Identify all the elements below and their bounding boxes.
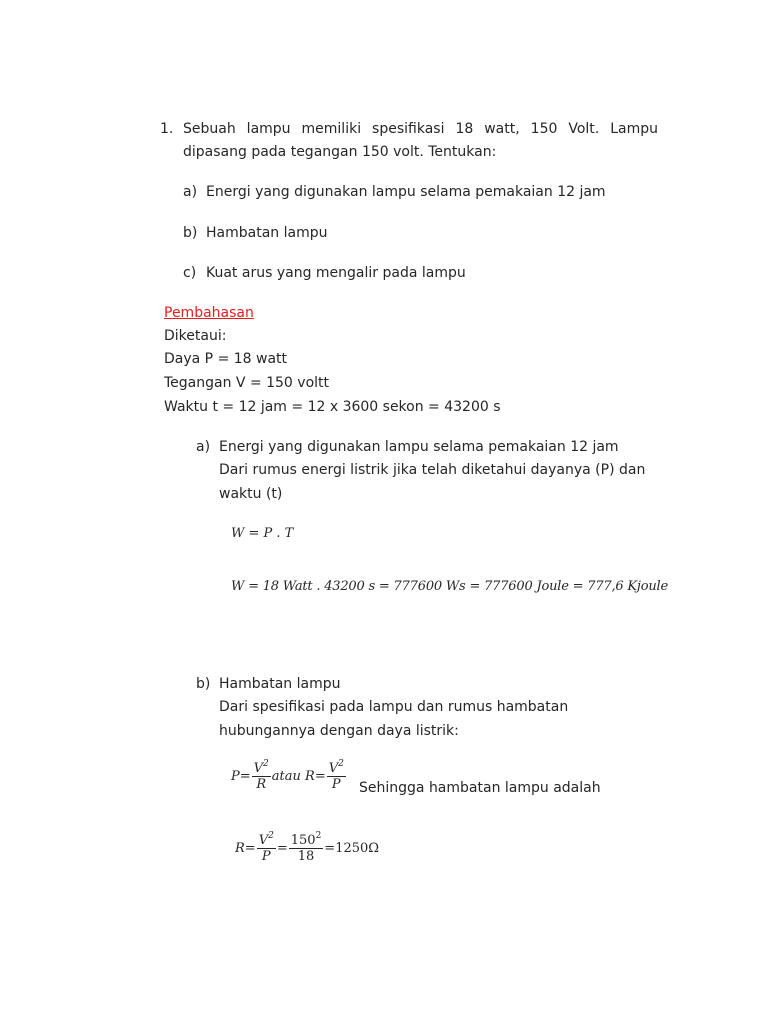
fraction-denominator: R: [256, 777, 267, 792]
question-part-c-marker: c): [183, 265, 197, 281]
formula-p-symbol: P: [231, 769, 240, 784]
formula-note: Sehingga hambatan lampu adalah: [359, 780, 601, 796]
fraction-v2-over-r: [252, 761, 271, 792]
part-a-marker: a): [196, 439, 211, 455]
part-b-title: Hambatan lampu: [219, 676, 341, 692]
resistance-result: 1250: [335, 841, 369, 856]
question-part-b-marker: b): [183, 225, 198, 241]
question-line-2: dipasang pada tegangan 150 volt. Tentukan:: [183, 144, 497, 160]
formula-r-symbol: R: [235, 841, 245, 856]
question-part-c-text: Kuat arus yang mengalir pada lampu: [206, 265, 466, 281]
fraction-numerator: V: [253, 761, 264, 776]
fraction-denominator: P: [261, 849, 271, 864]
question-part-a-text: Energi yang digunakan lampu selama pemakaian 12 jam: [206, 184, 606, 200]
ohm-unit: Ω: [368, 841, 380, 856]
formula-connector: atau: [271, 769, 301, 784]
exponent: 2: [268, 831, 274, 841]
part-b-desc-1: Dari spesifikasi pada lampu dan rumus hambatan: [219, 699, 569, 715]
exponent: 2: [338, 759, 344, 769]
known-time: Waktu t = 12 jam = 12 x 3600 sekon = 43200 s: [164, 399, 501, 415]
solution-heading: Pembahasan: [164, 305, 254, 321]
part-b-desc-2: hubungannya dengan daya listrik:: [219, 723, 459, 739]
fraction-denominator: P: [331, 777, 341, 792]
part-a-desc-2: waktu (t): [219, 486, 283, 502]
question-line-1: Sebuah lampu memiliki spesifikasi 18 watt, 150 Volt. Lampu: [183, 121, 658, 137]
resistance-calculation: R= $\frac{V^2}{P}$ = $\frac{150^2}{18}$ =1250Ω: [235, 831, 380, 864]
fraction-numerator: V: [328, 761, 339, 776]
question-part-b-text: Hambatan lampu: [206, 225, 328, 241]
fraction-150sq-over-18: [289, 833, 324, 864]
part-a-title: Energi yang digunakan lampu selama pemakaian 12 jam: [219, 439, 619, 455]
known-voltage: Tegangan V = 150 voltt: [164, 375, 330, 391]
part-b-marker: b): [196, 676, 211, 692]
part-a-desc-1: Dari rumus energi listrik jika telah diketahui dayanya (P) dan: [219, 462, 646, 478]
formula-r-symbol: R: [305, 769, 315, 784]
known-power: Daya P = 18 watt: [164, 351, 288, 367]
question-number: 1.: [160, 121, 174, 137]
resistance-power-formula: P= $\frac{V^2}{R}$ atau R= $\frac{V^2}{P}$: [231, 759, 344, 792]
fraction-v2-over-p: [257, 833, 276, 864]
fraction-numerator: V: [258, 833, 269, 848]
fraction-v2-over-p: [327, 761, 346, 792]
question-part-a-marker: a): [183, 184, 198, 200]
fraction-numerator: 150: [290, 833, 316, 848]
known-label: Diketaui:: [164, 328, 227, 344]
exponent: 2: [315, 831, 322, 841]
energy-calculation: W = 18 Watt . 43200 s = 777600 Ws = 777600 Joule = 777,6 Kjoule: [231, 579, 669, 594]
exponent: 2: [263, 759, 269, 769]
energy-formula: W = P . T: [231, 526, 294, 541]
fraction-denominator: 18: [297, 849, 315, 864]
